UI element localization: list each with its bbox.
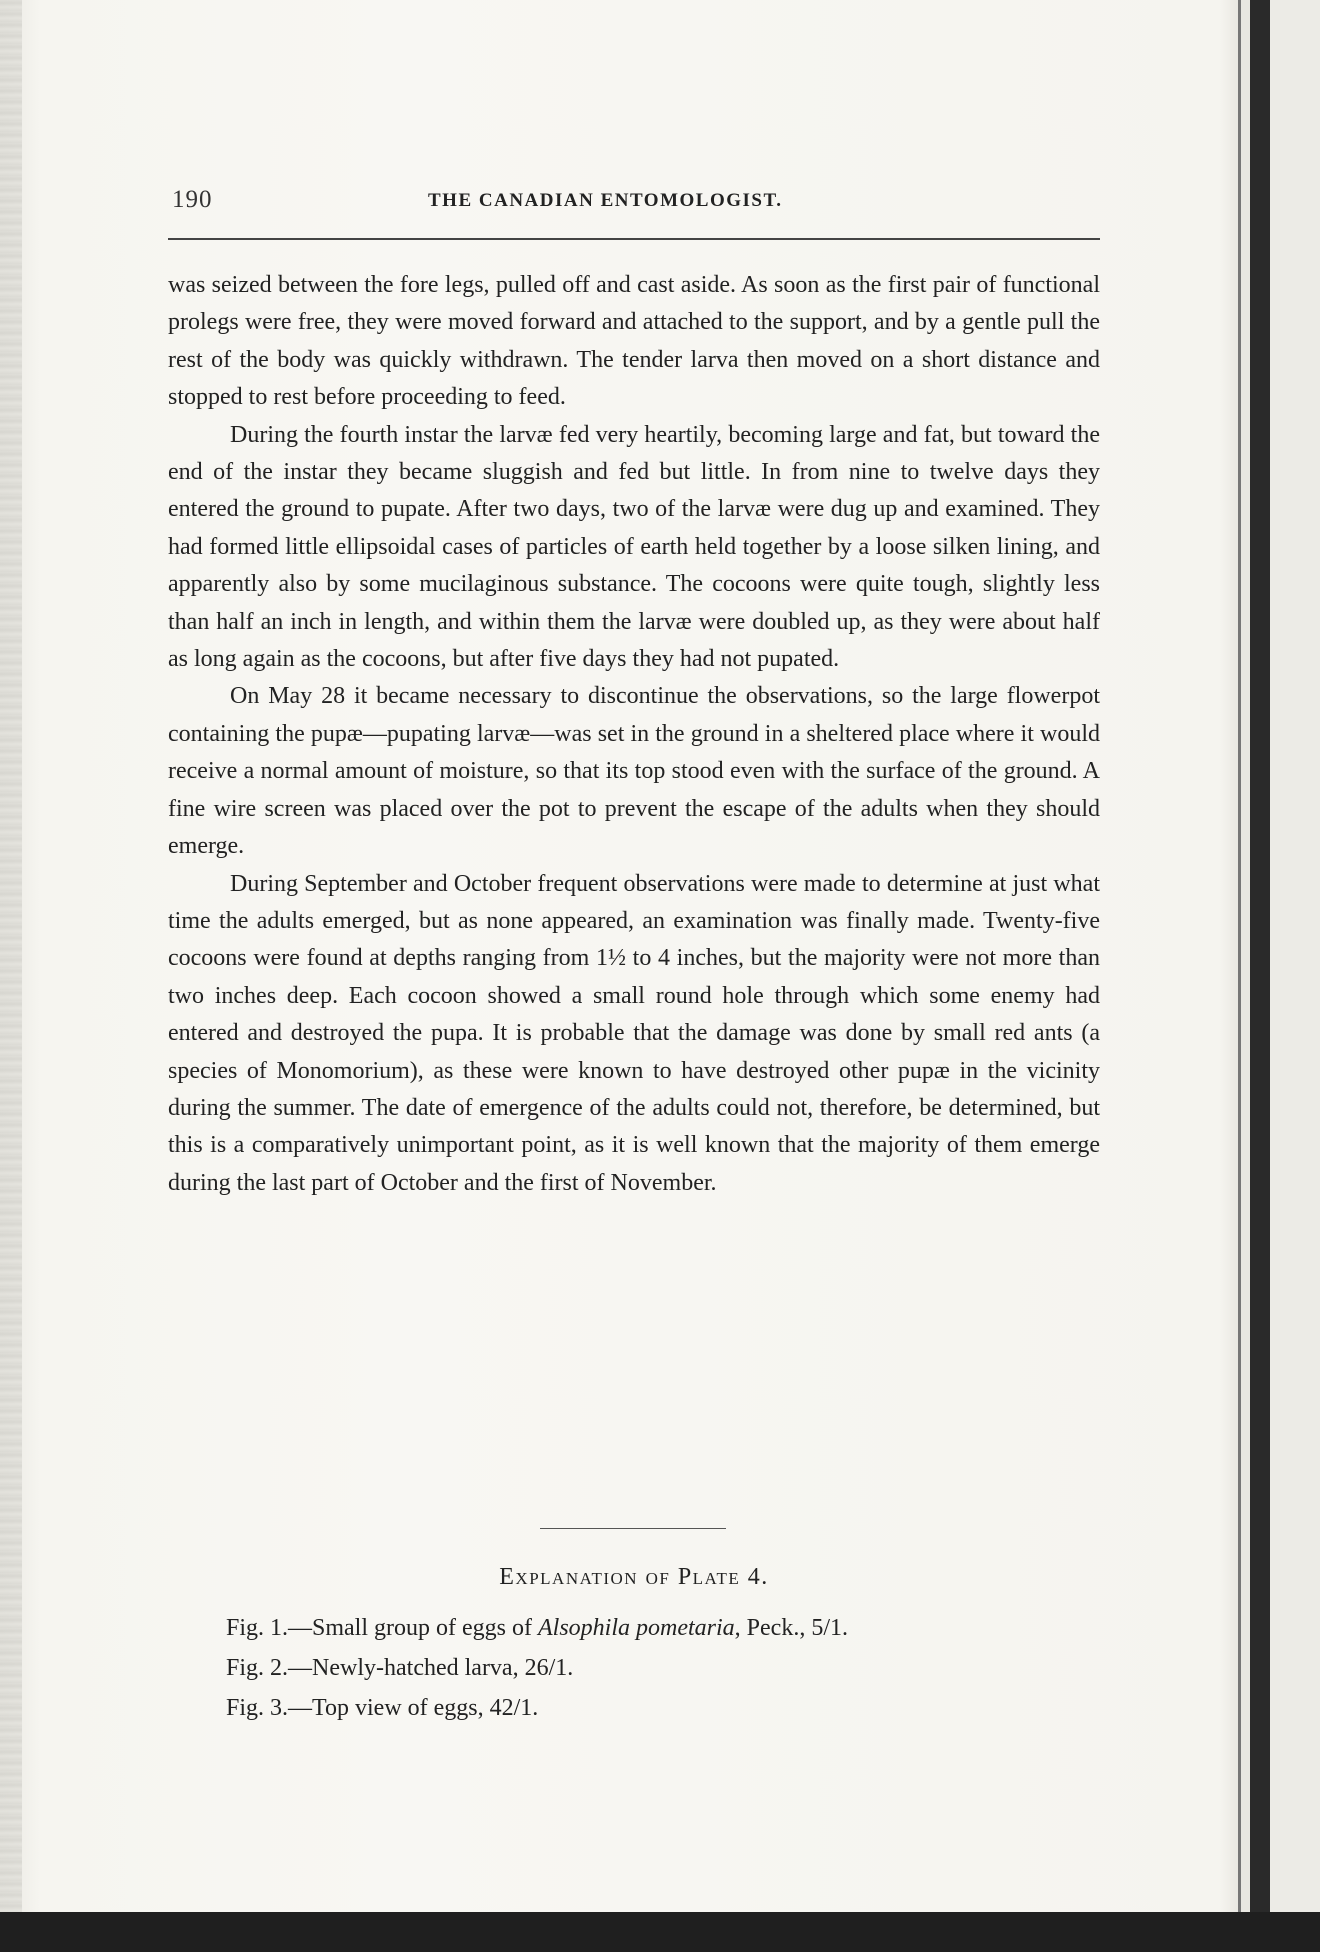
plate-explanation-heading	[168, 1564, 1100, 1591]
figure-caption-3	[226, 1688, 1086, 1728]
running-head	[168, 186, 1098, 216]
adjacent-page-edge	[1270, 0, 1320, 1952]
header-rule	[168, 238, 1100, 240]
figure-caption-1-suffix: , Peck., 5/1.	[734, 1615, 848, 1641]
body-text	[168, 267, 1100, 1202]
figure-caption-1	[226, 1608, 1086, 1648]
journal-title: THE CANADIAN ENTOMOLOGIST.	[428, 190, 783, 211]
page-left-edge	[0, 0, 22, 1952]
scan-bottom-edge	[0, 1912, 1320, 1952]
binding-shadow-line	[1238, 0, 1241, 1952]
paragraph-continuation: was seized between the fore legs, pulled off and cast aside. As soon as the first pair of functional prolegs were free, they were moved forward and attached to the support, and by a gentle pull the rest of the body was quickly withdrawn. The tender larva then moved on a short distance and stopped to rest before proceeding to feed.	[168, 272, 1100, 411]
figure-caption-1-species: Alsophila pometaria	[538, 1615, 735, 1641]
page-number: 190	[172, 186, 213, 213]
binding-edge	[1250, 0, 1270, 1952]
section-divider	[540, 1528, 726, 1529]
plate-heading-text: Explanation of Plate 4.	[499, 1564, 769, 1590]
paragraph-may-28: On May 28 it became necessary to discontinue the observations, so the large flowerpot containing the pupæ—pupating larvæ—was set in the ground in a sheltered place where it would receive a normal amount of moisture, so that its top stood even with the surface of the ground. A fine wire screen was placed over the pot to prevent the escape of the adults when they should emerge.	[168, 683, 1100, 860]
figure-caption-3-label: Fig. 3.—Top view of eggs, 42/1.	[226, 1695, 539, 1721]
figure-caption-1-label: Fig. 1.—Small group of eggs of	[226, 1615, 538, 1641]
paragraph-september-october: During September and October frequent observations were made to determine at just what time the adults emerged, but as none appeared, an examination was finally made. Twenty-five cocoons were found at depths ranging from 1½ to 4 inches, but the majority were not more than two inches deep. Each cocoon showed a small round hole through which some enemy had entered and destroyed the pupa. It is probable that the damage was done by small red ants (a species of Monomorium), as these were known to have destroyed other pupæ in the vicinity during the summer. The date of emergence of the adults could not, therefore, be determined, but this is a comparatively unimportant point, as it is well known that the majority of them emerge during the last part of October and the first of November.	[168, 870, 1100, 1196]
figure-caption-2	[226, 1648, 1086, 1688]
paragraph-fourth-instar: During the fourth instar the larvæ fed very heartily, becoming large and fat, but toward the end of the instar they became sluggish and fed but little. In from nine to twelve days they entered the ground to pupate. After two days, two of the larvæ were dug up and examined. They had formed little ellipsoidal cases of particles of earth held together by a loose silken lining, and apparently also by some mucilaginous substance. The cocoons were quite tough, slightly less than half an inch in length, and within them the larvæ were doubled up, as they were about half as long again as the cocoons, but after five days they had not pupated.	[168, 421, 1100, 673]
figure-list	[226, 1608, 1086, 1728]
figure-caption-2-label: Fig. 2.—Newly-hatched larva, 26/1.	[226, 1655, 574, 1681]
